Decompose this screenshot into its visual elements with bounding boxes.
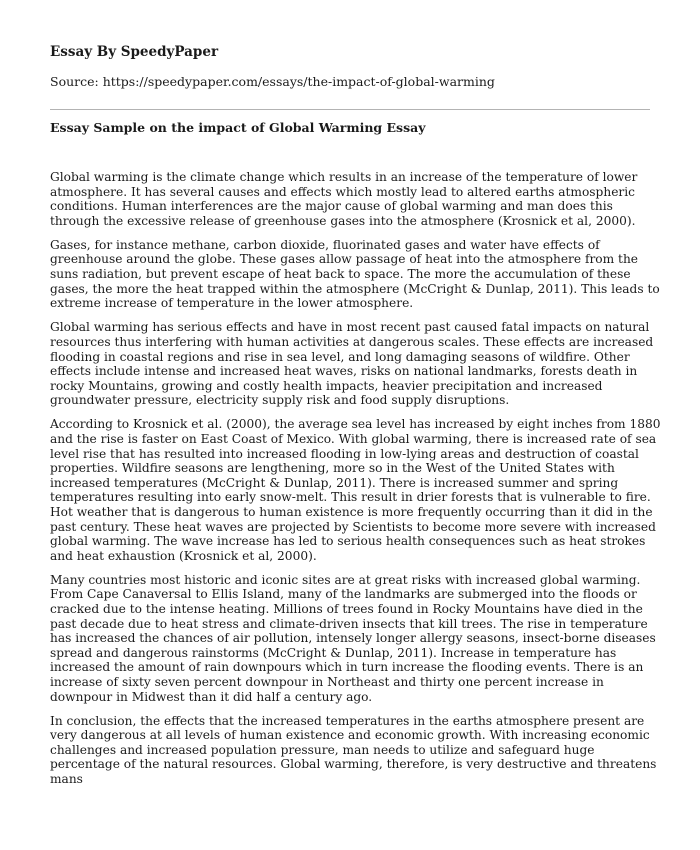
essay-paragraph-3: Global warming has serious effects and have in most recent past caused fatal impacts on natural resources thus interfering with human activities at dangerous scales. These effects are increased flooding in coastal regions and rise in sea level, and long damaging seasons of wildfire. Other effects include intense and increased heat waves, risks on national landmarks, forests death in rocky Mountains, growing and costly health impacts, heavier precipitation and increased groundwater pressure, electricity supply risk and food supply disruptions.	[50, 320, 654, 408]
essay-paragraph-5: Many countries most historic and iconic sites are at great risks with increased global warming. From Cape Canaversal to Ellis Island, many of the landmarks are submerged into the floods or cracked due to the intense heating. Millions of trees found in Rocky Mountains have died in the past decade due to heat stress and climate-driven insects that kill trees. The rise in temperature has increased the chances of air pollution, intensely longer allergy seasons, insect-borne diseases spread and dangerous rainstorms (McCright & Dunlap, 2011). Increase in temperature has increased the amount of rain downpours which in turn increase the flooding events. There is an increase of sixty seven percent downpour in Northeast and thirty one percent increase in downpour in Midwest than it did half a century ago.	[50, 572, 656, 704]
document-header-title: Essay By SpeedyPaper	[50, 44, 219, 60]
essay-paragraph-2: Gases, for instance methane, carbon dioxide, fluorinated gases and water have effects of greenhouse around the globe. These gases allow passage of heat into the atmosphere from the suns radiation, but prevent escape of heat back to space. The more the accumulation of these gases, the more the heat trapped within the atmosphere (McCright & Dunlap, 2011). This leads to extreme increase of temperature in the lower atmosphere.	[50, 237, 660, 311]
essay-paragraph-4: According to Krosnick et al. (2000), the average sea level has increased by eight inches from 1880 and the rise is faster on East Coast of Mexico. With global warming, there is increased rate of sea level rise that has resulted into increased flooding in low-lying areas and destruction of coastal properties. Wildfire seasons are lengthening, more so in the West of the United States with increased temperatures (McCright & Dunlap, 2011). There is increased summer and spring temperatures resulting into early snow-melt. This result in drier forests that is vulnerable to fire. Hot weather that is dangerous to human existence is more frequently occurring than it did in the past century. These heat waves are projected by Scientists to become more severe with increased global warming. The wave increase has led to serious health consequences such as heat strokes and heat exhaustion (Krosnick et al, 2000).	[50, 417, 661, 563]
essay-paragraph-1: Global warming is the climate change which results in an increase of the temperature of lower atmosphere. It has several causes and effects which mostly lead to altered earths atmospheric conditions. Human interferences are the major cause of global warming and man does this through the excessive release of greenhouse gases into the atmosphere (Krosnick et al, 2000).	[50, 170, 638, 228]
source-line: Source: https://speedypaper.com/essays/the-impact-of-global-warming	[50, 74, 495, 89]
header-divider	[50, 109, 650, 110]
essay-paragraph-6: In conclusion, the effects that the increased temperatures in the earths atmosphere present are very dangerous at all levels of human existence and economic growth. With increasing economic challenges and increased population pressure, man needs to utilize and safeguard huge percentage of the natural resources. Global warming, therefore, is very destructive and threatens mans	[50, 713, 657, 787]
essay-title: Essay Sample on the impact of Global Warming Essay	[50, 120, 426, 135]
essay-body	[50, 170, 662, 796]
